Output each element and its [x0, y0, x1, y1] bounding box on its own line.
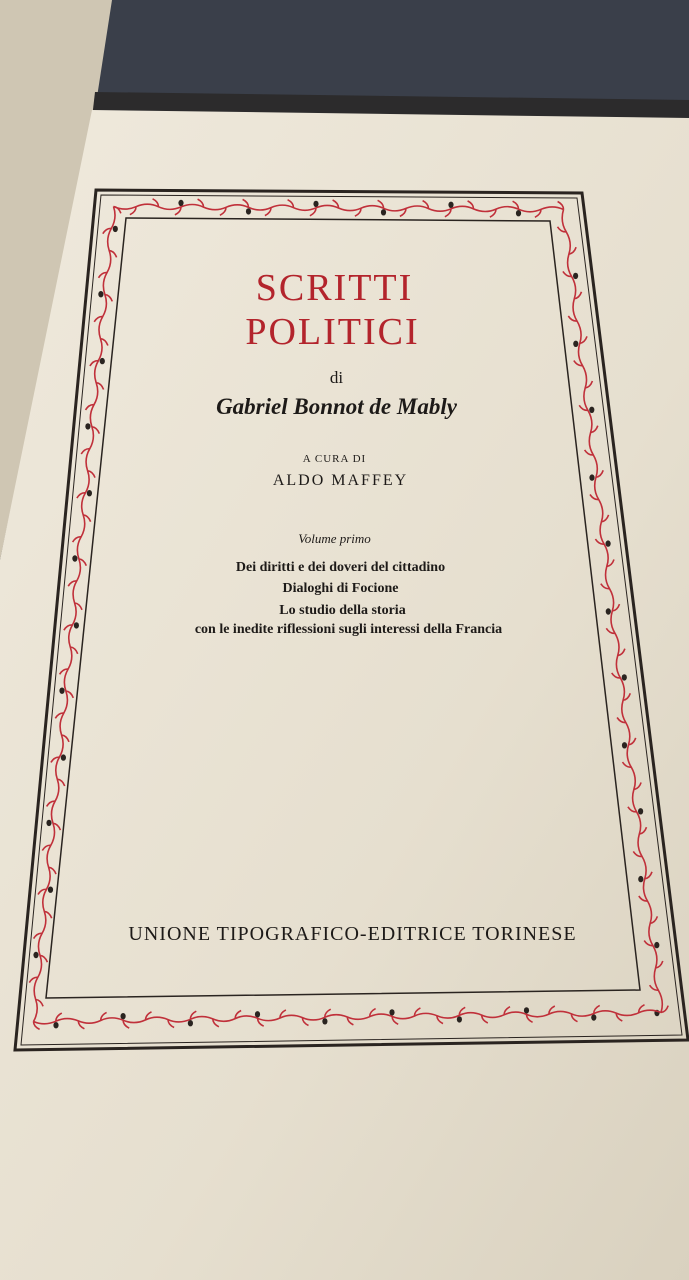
acorn-ornament: [48, 887, 53, 893]
publisher-name: UNIONE TIPOGRAFICO-EDITRICE TORINESE: [128, 923, 577, 945]
acorn-ornament: [246, 208, 251, 214]
author-name: Gabriel Bonnot de Mably: [216, 394, 457, 419]
acorn-ornament: [113, 226, 118, 232]
acorn-ornament: [591, 1014, 596, 1020]
title-line-1: SCRITTI: [255, 267, 414, 309]
acorn-ornament: [100, 358, 105, 364]
acorn-ornament: [87, 490, 92, 496]
acorn-ornament: [638, 808, 643, 814]
work-title: Lo studio della storia: [279, 603, 406, 618]
acorn-ornament: [85, 423, 90, 429]
acorn-ornament: [33, 952, 38, 958]
acorn-ornament: [178, 200, 183, 206]
acorn-ornament: [381, 209, 386, 215]
acorn-ornament: [188, 1020, 193, 1026]
work-title: con le inedite riflessioni sugli interessi della Francia: [194, 622, 503, 637]
acorn-ornament: [622, 674, 627, 680]
acorn-ornament: [322, 1018, 327, 1024]
acorn-ornament: [121, 1013, 126, 1019]
acorn-ornament: [448, 202, 453, 208]
acorn-ornament: [59, 688, 64, 694]
volume-label: Volume primo: [298, 531, 371, 546]
acorn-ornament: [622, 742, 627, 748]
acorn-ornament: [313, 201, 318, 207]
title-line-2: POLITICI: [245, 311, 420, 353]
acorn-ornament: [46, 820, 51, 826]
acorn-ornament: [638, 876, 643, 882]
acorn-ornament: [389, 1009, 394, 1015]
work-title: Dei diritti e dei doveri del cittadino: [235, 560, 446, 575]
editor-label: A CURA DI: [302, 453, 367, 465]
by-word: di: [329, 368, 344, 387]
acorn-ornament: [516, 210, 521, 216]
acorn-ornament: [255, 1011, 260, 1017]
acorn-ornament: [53, 1022, 58, 1028]
editor-name: ALDO MAFFEY: [272, 472, 409, 489]
acorn-ornament: [61, 754, 66, 760]
acorn-ornament: [457, 1016, 462, 1022]
work-title: Dialoghi di Focione: [282, 581, 399, 596]
acorn-ornament: [524, 1007, 529, 1013]
